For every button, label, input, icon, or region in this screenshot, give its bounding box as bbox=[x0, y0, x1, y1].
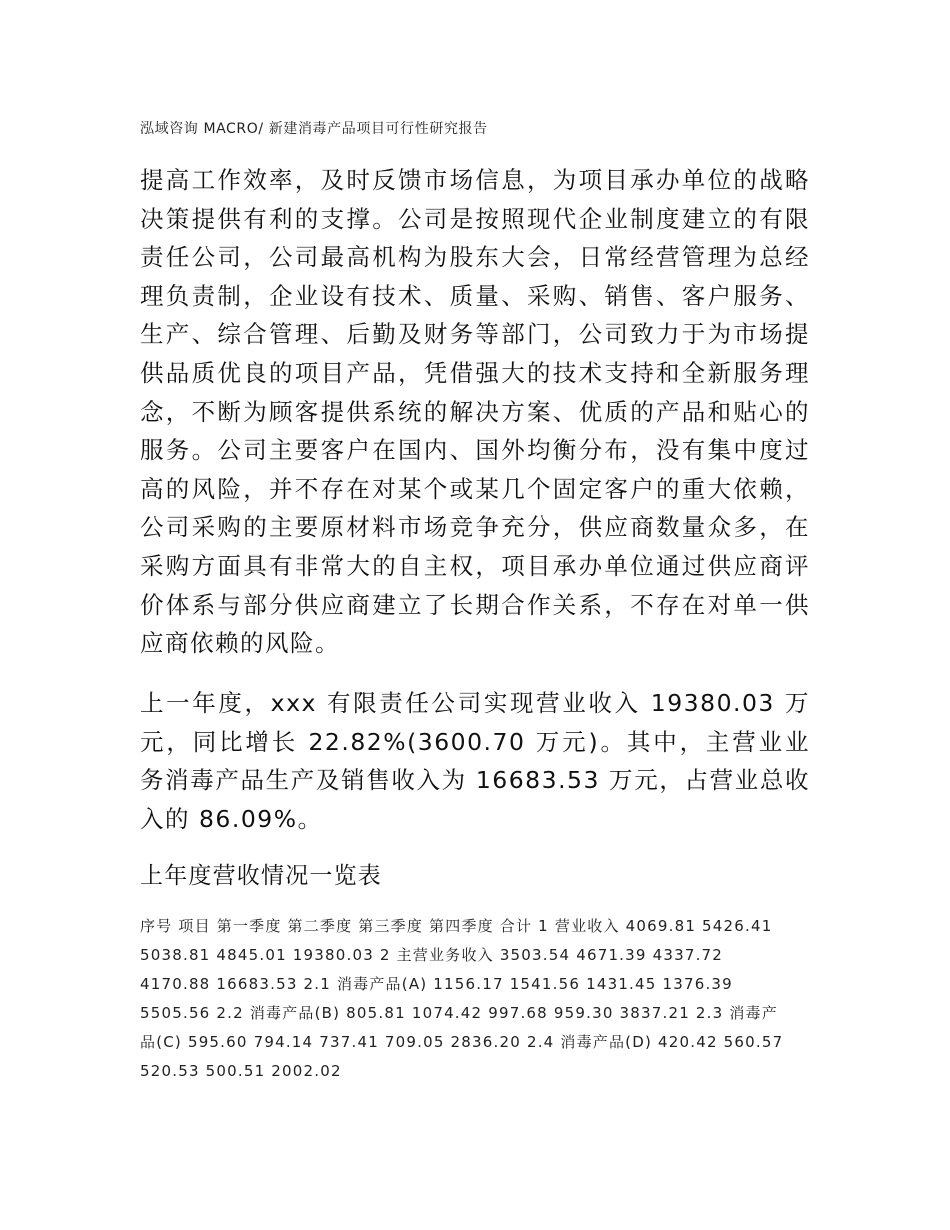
running-header: 泓域咨询 MACRO/ 新建消毒产品项目可行性研究报告 bbox=[140, 121, 488, 137]
body-paragraph-company-overview: 提高工作效率，及时反馈市场信息，为项目承办单位的战略决策提供有利的支撑。公司是按照现代企业制度建立的有限责任公司，公司最高机构为股东大会，日常经营管理为总经理负责制，企业设有技术、质量、采购、销售、客户服务、生产、综合管理、后勤及财务等部门，公司致力于为市场提供品质优良的项目产品，凭借强大的技术支持和全新服务理念，不断为顾客提供系统的解决方案、优质的产品和贴心的服务。公司主要客户在国内、国外均衡分布，没有集中度过高的风险，并不存在对某个或某几个固定客户的重大依赖，公司采购的主要原材料市场竞争充分，供应商数量众多，在采购方面具有非常大的自主权，项目承办单位通过供应商评价体系与部分供应商建立了长期合作关系，不存在对单一供应商依赖的风险。 bbox=[140, 166, 810, 658]
table-title: 上年度营收情况一览表 bbox=[140, 863, 382, 889]
body-paragraph-revenue-summary: 上一年度，xxx 有限责任公司实现营业收入 19380.03 万元，同比增长 22.82%(3600.70 万元)。其中，主营业业务消毒产品生产及销售收入为 16683.53 万元，占营业总收入的 86.09%。 bbox=[140, 689, 810, 833]
revenue-table-text: 序号 项目 第一季度 第二季度 第三季度 第四季度 合计 1 营业收入 4069.81 5426.41 5038.81 4845.01 19380.03 2 主营业务收入 3503.54 4671.39 4337.72 4170.88 16683.53 2.1 消毒产品(A) 1156.17 1541.56 1431.45 1376.39 5505.56 2.2 消毒产品(B) 805.81 1074.42 997.68 959.30 3837.21 2.3 消毒产品(C) 595.60 794.14 737.41 709.05 2836.20 2.4 消毒产品(D) 420.42 560.57 520.53 500.51 2002.02 bbox=[140, 917, 784, 1080]
